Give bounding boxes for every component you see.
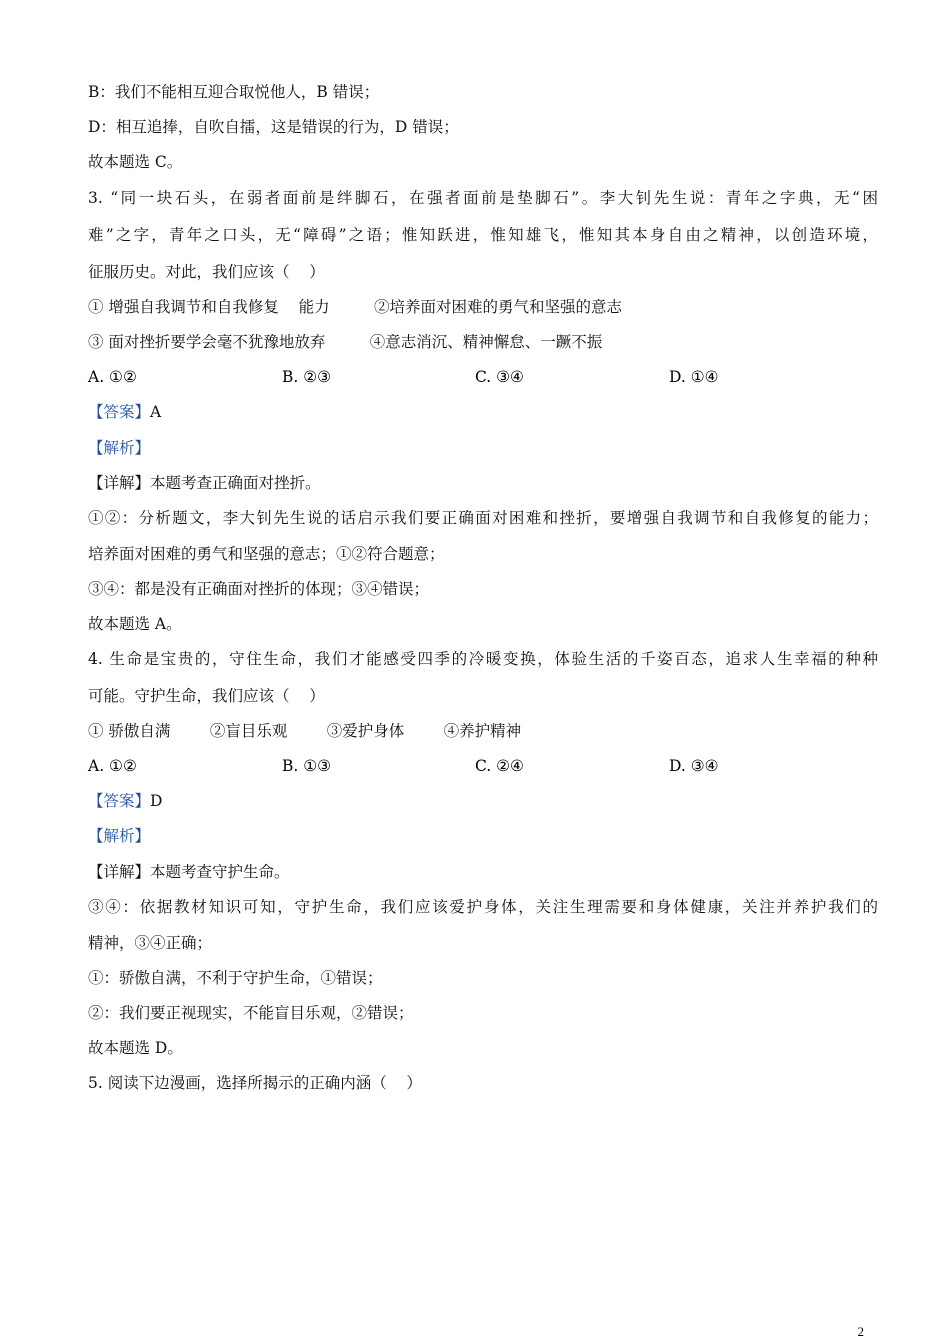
detail-line: ①②：分析题文，李大钊先生说的话启示我们要正确面对困难和挫折，要增强自我调节和自我修复的能力； (88, 509, 878, 527)
answer-line (88, 791, 162, 811)
question-3-stem: 征服历史。对此，我们应该（ ） (88, 263, 325, 281)
answer-tag: 【答案】 (88, 792, 151, 810)
question-5-stem: 5. 阅读下边漫画，选择所揭示的正确内涵（ ） (88, 1074, 422, 1092)
question-4-stem: 4. 生命是宝贵的，守住生命，我们才能感受四季的冷暖变换，体验生活的千姿百态，追求人生幸福的种种 (88, 650, 878, 668)
option-b: B. ②③ (282, 368, 332, 386)
option-b: B. ①③ (282, 757, 332, 775)
analysis-tag: 【解析】 (88, 439, 151, 457)
detail-line: ③④：依据教材知识可知，守护生命，我们应该爱护身体，关注生理需要和身体健康，关注并养护我们的 (88, 898, 878, 916)
answer-value: A (150, 403, 162, 421)
question-3-stem: 3. “同一块石头，在弱者面前是绊脚石，在强者面前是垫脚石”。李大钊先生说：青年之字典，无“困 (88, 189, 878, 207)
text-line: D：相互追捧，自吹自擂，这是错误的行为，D 错误； (88, 118, 459, 136)
analysis-tag: 【解析】 (88, 827, 151, 845)
detail-line: ②：我们要正视现实，不能盲目乐观，②错误； (88, 1004, 414, 1022)
detail-line: 【详解】本题考查正确面对挫折。 (88, 474, 321, 492)
text-line: 故本题选 C。 (88, 153, 183, 171)
detail-line: 故本题选 D。 (88, 1039, 183, 1057)
answer-value: D (150, 792, 163, 810)
answer-tag: 【答案】 (88, 403, 151, 421)
detail-line: 精神，③④正确； (88, 934, 213, 952)
option-a: A. ①② (88, 757, 137, 775)
question-4-stem: 可能。守护生命，我们应该（ ） (88, 687, 325, 705)
option-d: D. ①④ (669, 368, 719, 386)
detail-line: 培养面对困难的勇气和坚强的意志；①②符合题意； (88, 545, 445, 563)
question-3-stem: 难”之字，青年之口头，无“障碍”之语；惟知跃进，惟知雄飞，惟知其本身自由之精神，以创造环境， (88, 226, 878, 244)
question-3-statement: ① 增强自我调节和自我修复 能力 ②培养面对困难的勇气和坚强的意志 (88, 298, 622, 316)
text-line: B：我们不能相互迎合取悦他人，B 错误； (88, 83, 380, 101)
answer-line (88, 402, 161, 422)
detail-line: 【详解】本题考查守护生命。 (88, 863, 290, 881)
detail-line: 故本题选 A。 (88, 615, 182, 633)
question-3-statement: ③ 面对挫折要学会毫不犹豫地放弃 ④意志消沉、精神懈怠、一蹶不振 (88, 333, 603, 351)
page-number: 2 (857, 1324, 864, 1339)
option-c: C. ③④ (475, 368, 524, 386)
option-d: D. ③④ (669, 757, 719, 775)
option-a: A. ①② (88, 368, 137, 386)
option-c: C. ②④ (475, 757, 524, 775)
detail-line: ③④：都是没有正确面对挫折的体现；③④错误； (88, 580, 430, 598)
question-4-statement: ① 骄傲自满 ②盲目乐观 ③爱护身体 ④养护精神 (88, 722, 522, 740)
detail-line: ①：骄傲自满，不利于守护生命，①错误； (88, 969, 383, 987)
